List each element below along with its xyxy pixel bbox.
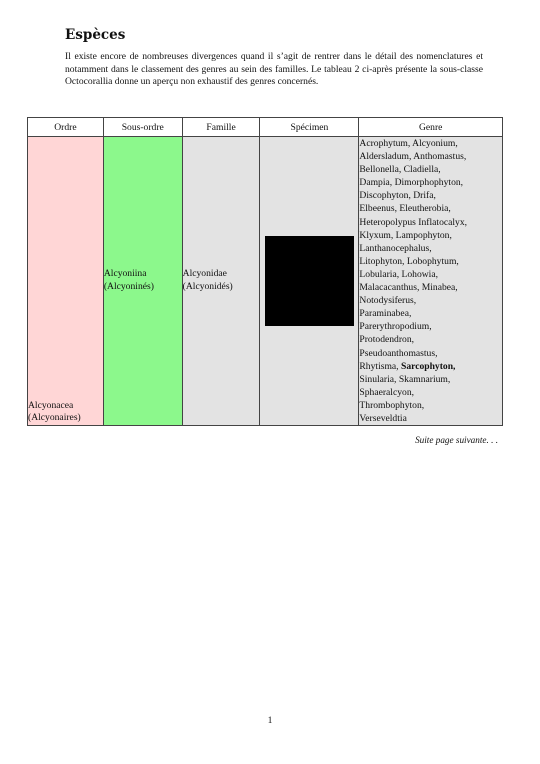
genus-table [27,117,503,426]
genre-line-text: Rhytisma, [359,360,401,372]
famille-name: Alcyonidae [182,268,227,280]
famille-common-name: (Alcyonidés) [182,281,233,293]
page-number: 1 [267,715,273,726]
continued-note: Suite page suivante. . . [415,435,498,445]
ordre-name: Alcyonacea [28,399,74,411]
genre-line: Heteropolypus Inflatocalyx, [359,216,468,228]
genre-line: Klyxum, Lampophyton, [359,229,452,241]
cell-ordre [28,137,104,426]
cell-famille [182,137,260,426]
genre-line [359,360,502,373]
genre-line: Litophyton, Lobophytum, [359,255,459,267]
genre-line: Malacacanthus, Minabea, [359,282,458,294]
header-ordre: Ordre [28,118,104,137]
header-famille: Famille [182,118,260,137]
genre-line: Dampia, Dimorphophyton, [359,177,464,189]
header-sous-ordre: Sous-ordre [103,118,182,137]
genre-line: Pseudoanthomastus, [359,347,438,359]
header-genre: Genre [359,118,503,137]
genre-highlight: Sarcophyton, [400,360,456,372]
genre-line: Lanthanocephalus, [359,242,432,254]
cell-sous-ordre [103,137,182,426]
genre-line: Bellonella, Cladiella, [359,164,441,176]
genre-line: Verseveldtia [359,412,407,424]
genre-line: Paraminabea, [359,308,412,320]
genre-line: Acrophytum, Alcyonium, [359,138,458,149]
sous-ordre-name: Alcyoniina [103,268,147,280]
specimen-image [265,236,354,326]
cell-genre [359,137,503,426]
genre-line: Aldersladum, Anthomastus, [359,151,467,163]
ordre-common-name: (Alcyonaires) [28,412,81,424]
genre-line: Sphaeralcyon, [359,386,415,398]
cell-specimen [260,137,359,426]
genre-line: Parerythropodium, [359,321,432,333]
sous-ordre-common-name: (Alcyoninés) [103,281,154,293]
genre-line: Sinularia, Skamnarium, [359,373,451,385]
intro-paragraph: Il existe encore de nombreuses divergences quand il s’agit de rentrer dans le détail des nomenclatures et notamment dans le classement des genres au sein des familles. Le tableau 2 ci-après présente la sous-classe Octocorallia donne un aperçu non exhaustif des genres concernés. [65,51,483,88]
table-header-row [28,118,503,137]
genre-line: Lobularia, Lohowia, [359,268,438,280]
genre-line: Discophyton, Drifa, [359,190,436,202]
genre-line: Elbeenus, Eleutherobia, [359,203,451,215]
genre-line: Protodendron, [359,334,415,346]
section-title: Espèces [65,27,126,43]
table-row [28,137,503,426]
genre-line: Thrombophyton, [359,399,425,411]
header-specimen: Spécimen [260,118,359,137]
genre-line: Notodysiferus, [359,295,417,307]
